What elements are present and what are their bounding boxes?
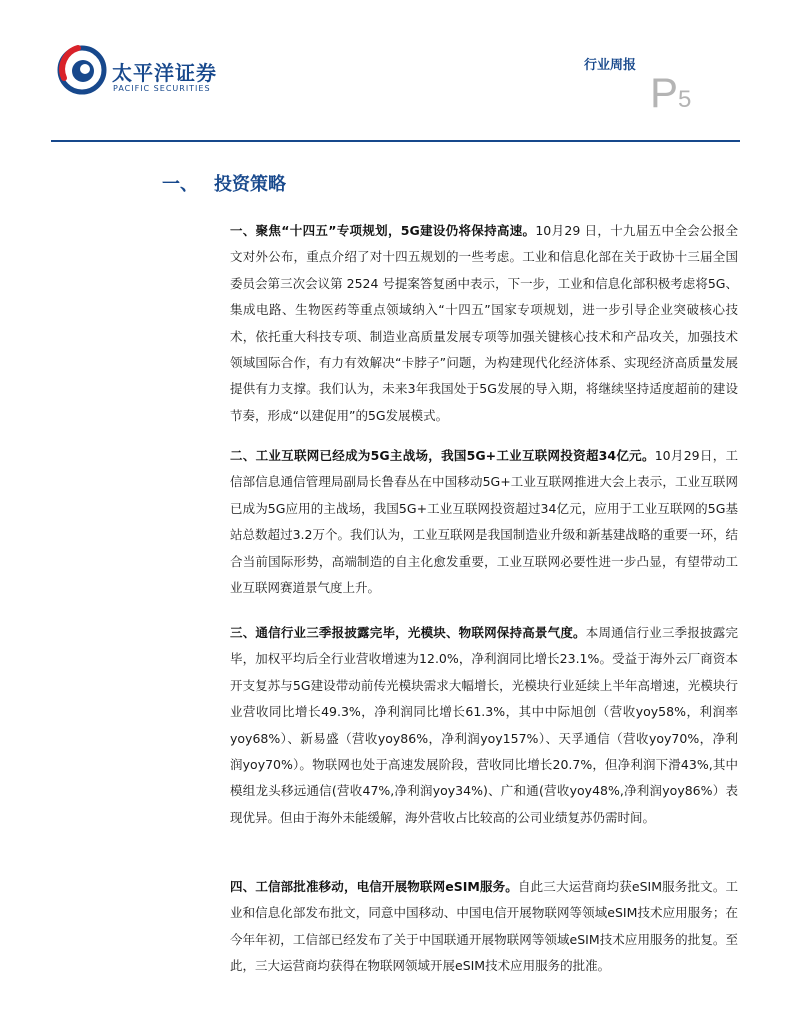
company-logo xyxy=(54,40,217,98)
pacific-securities-logo-icon xyxy=(54,40,110,96)
page-letter: P xyxy=(650,69,679,116)
page-digit: 5 xyxy=(678,86,692,113)
paragraph-lead: 三、通信行业三季报披露完毕，光模块、物联网保持高景气度。 xyxy=(230,625,586,640)
report-type-label: 行业周报 xyxy=(584,58,637,73)
paragraph-4 xyxy=(230,874,738,980)
paragraph-body: 自此三大运营商均获eSIM服务批文。工业和信息化部发布批文，同意中国移动、中国电信开展物联网等领域eSIM技术应用服务；在今年年初，工信部已经发布了关于中国联通开展物联网等领域eSIM技术应用服务的批复。至此，三大运营商均获得在物联网领域开展eSIM技术应用服务的批准。 xyxy=(230,879,738,974)
paragraph-2 xyxy=(230,443,738,601)
section-heading xyxy=(162,170,286,196)
section-number: 一、 xyxy=(162,174,198,195)
page-number xyxy=(650,69,692,116)
paragraph-body: 10月29日，工信部信息通信管理局副局长鲁春丛在中国移动5G+工业互联网推进大会上表示，工业互联网已成为5G应用的主战场，我国5G+工业互联网投资超过34亿元，应用于工业互联网的5G基站总数超过3.2万个。我们认为，工业互联网是我国制造业升级和新基建战略的重要一环，结合当前国际形势，高端制造的自主化愈发重要，工业互联网必要性进一步凸显，有望带动工业互联网赛道景气度上升。 xyxy=(230,448,738,596)
paragraph-body: 本周通信行业三季报披露完毕，加权平均后全行业营收增速为12.0%，净利润同比增长23.1%。受益于海外云厂商资本开支复苏与5G建设带动前传光模块需求大幅增长，光模块行业延续上半年高增速，光模块行业营收同比增长49.3%，净利润同比增长61.3%，其中中际旭创（营收yoy58%，利润率yoy68%）、新易盛（营收yoy86%，净利润yoy157%）、天孚通信（营收yoy70%，净利润yoy70%）。物联网也处于高速发展阶段，营收同比增长20.7%，但净利润下滑43%,其中模组龙头移远通信(营收47%,净利润yoy34%)、广和通(营收yoy48%,净利润yoy86%）表现优异。但由于海外未能缓解，海外营收占比较高的公司业绩复苏仍需时间。 xyxy=(230,625,738,825)
paragraph-3 xyxy=(230,620,738,831)
section-title: 投资策略 xyxy=(214,174,286,195)
paragraph-1 xyxy=(230,218,738,429)
paragraph-lead: 四、工信部批准移动，电信开展物联网eSIM服务。 xyxy=(230,879,518,894)
logo-english-name: PACIFIC SECURITIES xyxy=(113,84,211,93)
logo-chinese-name: 太平洋证券 xyxy=(112,61,217,85)
header-divider xyxy=(51,140,740,142)
paragraph-lead: 二、工业互联网已经成为5G主战场，我国5G+工业互联网投资超34亿元。 xyxy=(230,448,655,463)
paragraph-lead: 一、聚焦“十四五”专项规划，5G建设仍将保持高速。 xyxy=(230,223,536,238)
paragraph-body: 10月29 日，十九届五中全会公报全文对外公布，重点介绍了对十四五规划的一些考虑。工业和信息化部在关于政协十三届全国委员会第三次会议第 2524 号提案答复函中表示，下一步，工业和信息化部积极考虑将5G、集成电路、生物医药等重点领域纳入“十四五”国家专项规划，进一步引导企业突破核心技术，依托重大科技专项、制造业高质量发展专项等加强关键核心技术和产品攻关，加强技术领域国际合作，有力有效解决“卡脖子”问题，为构建现代化经济体系、实现经济高质量发展提供有力支撑。我们认为，未来3年我国处于5G发展的导入期，将继续坚持适度超前的建设节奏，形成“以建促用”的5G发展模式。 xyxy=(230,223,738,423)
